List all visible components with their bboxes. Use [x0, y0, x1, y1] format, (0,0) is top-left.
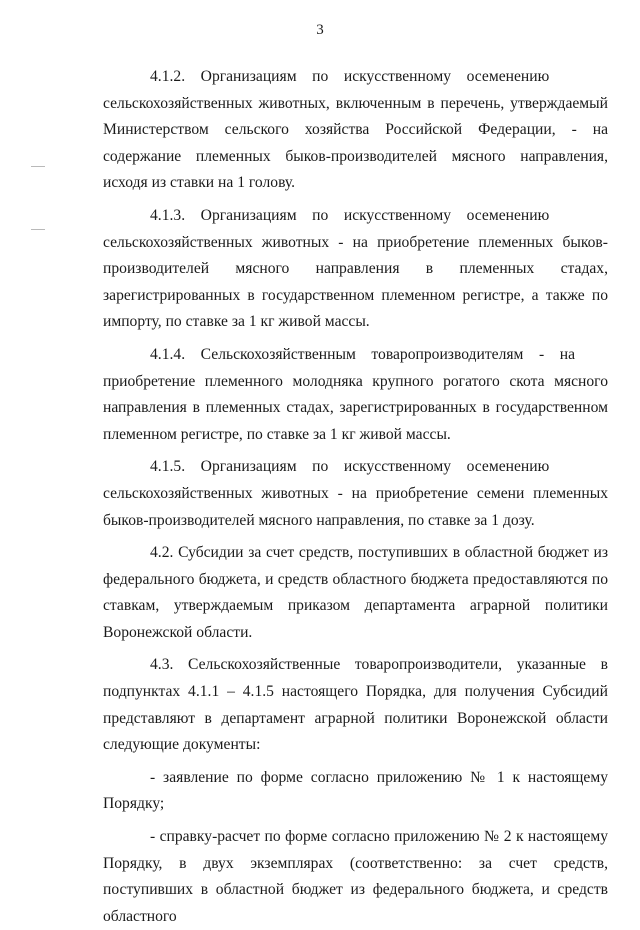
paragraph-4-2: 4.2. Субсидии за счет средств, поступивших в областной бюджет из федерального бюджета, и средств областного бюджета предоставляются по ставкам, утверждаемым приказом департамента аграрной политики Воронежской области.	[103, 544, 608, 641]
list-item: - справку-расчет по форме согласно приложению № 2 к настоящему Порядку, в двух экземплярах (соответственно: за счет средств, поступивших в областной бюджет из федерального бюджета, и средств областного	[103, 828, 608, 925]
list-item: - заявление по форме согласно приложению № 1 к настоящему Порядку;	[103, 768, 608, 813]
paragraph-4-1-5: 4.1.5. Организациям по искусственному осеменению сельскохозяйственных животных - на приобретение семени племенных быков-производителей мясного направления, по ставке за 1 дозу.	[103, 458, 608, 529]
paragraph-4-1-4: 4.1.4. Сельскохозяйственным товаропроизводителям - на приобретение племенного молодняка крупного рогатого скота мясного направления в племенных стадах, зарегистрированных в государственном племенном регистре, по ставке за 1 кг живой массы.	[103, 345, 608, 443]
paragraph-4-1-3: 4.1.3. Организациям по искусственному осеменению сельскохозяйственных животных - на приобретение племенных быков-производителей мясного направления в племенных стадах, зарегистрированных в государственном племенном регистре, а также по импорту, по ставке за 1 кг живой массы.	[103, 206, 608, 331]
margin-mark	[31, 229, 45, 230]
paragraph-4-1-2: 4.1.2. Организациям по искусственному осеменению сельскохозяйственных животных, включенным в перечень, утверждаемый Министерством сельского хозяйства Российской Федерации, - на содержание племенных быков-производителей мясного направления, исходя из ставки на 1 голову.	[103, 68, 608, 192]
page-number: 3	[316, 22, 324, 38]
margin-mark	[31, 166, 45, 167]
document-body	[103, 64, 608, 930]
paragraph-4-3: 4.3. Сельскохозяйственные товаропроизводители, указанные в подпунктах 4.1.1 – 4.1.5 настоящего Порядка, для получения Субсидий представляют в департамент аграрной политики Воронежской области следующие документы:	[103, 656, 608, 754]
